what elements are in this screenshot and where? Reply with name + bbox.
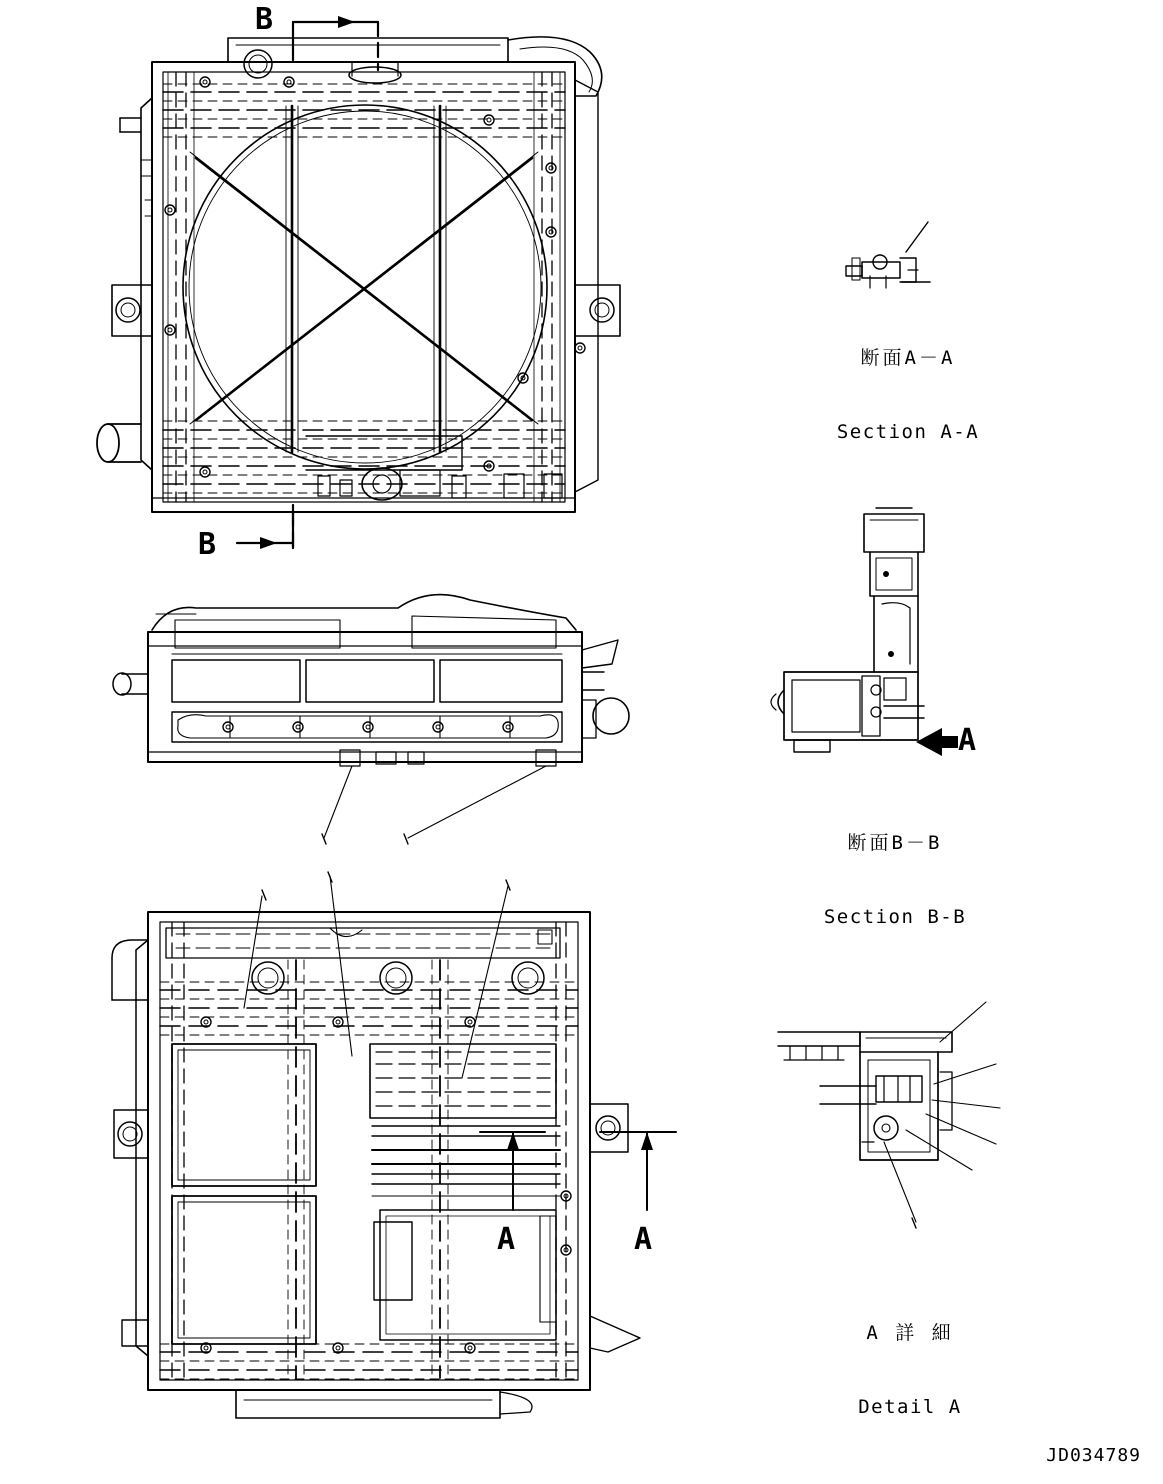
detail-a-group	[778, 1002, 1000, 1228]
caption-section-a-a-en: Section A-A	[836, 421, 980, 444]
caption-detail-a-jp: A 詳 細	[866, 1322, 954, 1345]
drawing-number: JD034789	[1046, 1445, 1141, 1466]
caption-detail-a-en: Detail A	[858, 1396, 962, 1419]
caption-detail-a	[800, 1272, 1020, 1470]
section-a-a-group	[846, 222, 930, 288]
caption-section-b-b	[770, 782, 1020, 980]
caption-section-b-b-jp: 断面B－B	[847, 832, 943, 855]
front-view-group	[97, 16, 620, 549]
caption-section-b-b-en: Section B-B	[823, 906, 967, 929]
caption-section-a-a	[788, 297, 1028, 495]
rear-view-group	[112, 872, 676, 1418]
section-mark-b-top: B	[255, 2, 274, 37]
section-mark-a-right: A	[634, 1222, 653, 1257]
section-mark-a-left: A	[497, 1222, 516, 1257]
section-mark-a-arrow: A	[958, 723, 977, 758]
section-mark-b-bottom: B	[198, 527, 217, 562]
caption-section-a-a-jp: 断面A－A	[860, 347, 956, 370]
section-b-b-group	[771, 508, 958, 756]
top-view-group	[113, 595, 629, 844]
